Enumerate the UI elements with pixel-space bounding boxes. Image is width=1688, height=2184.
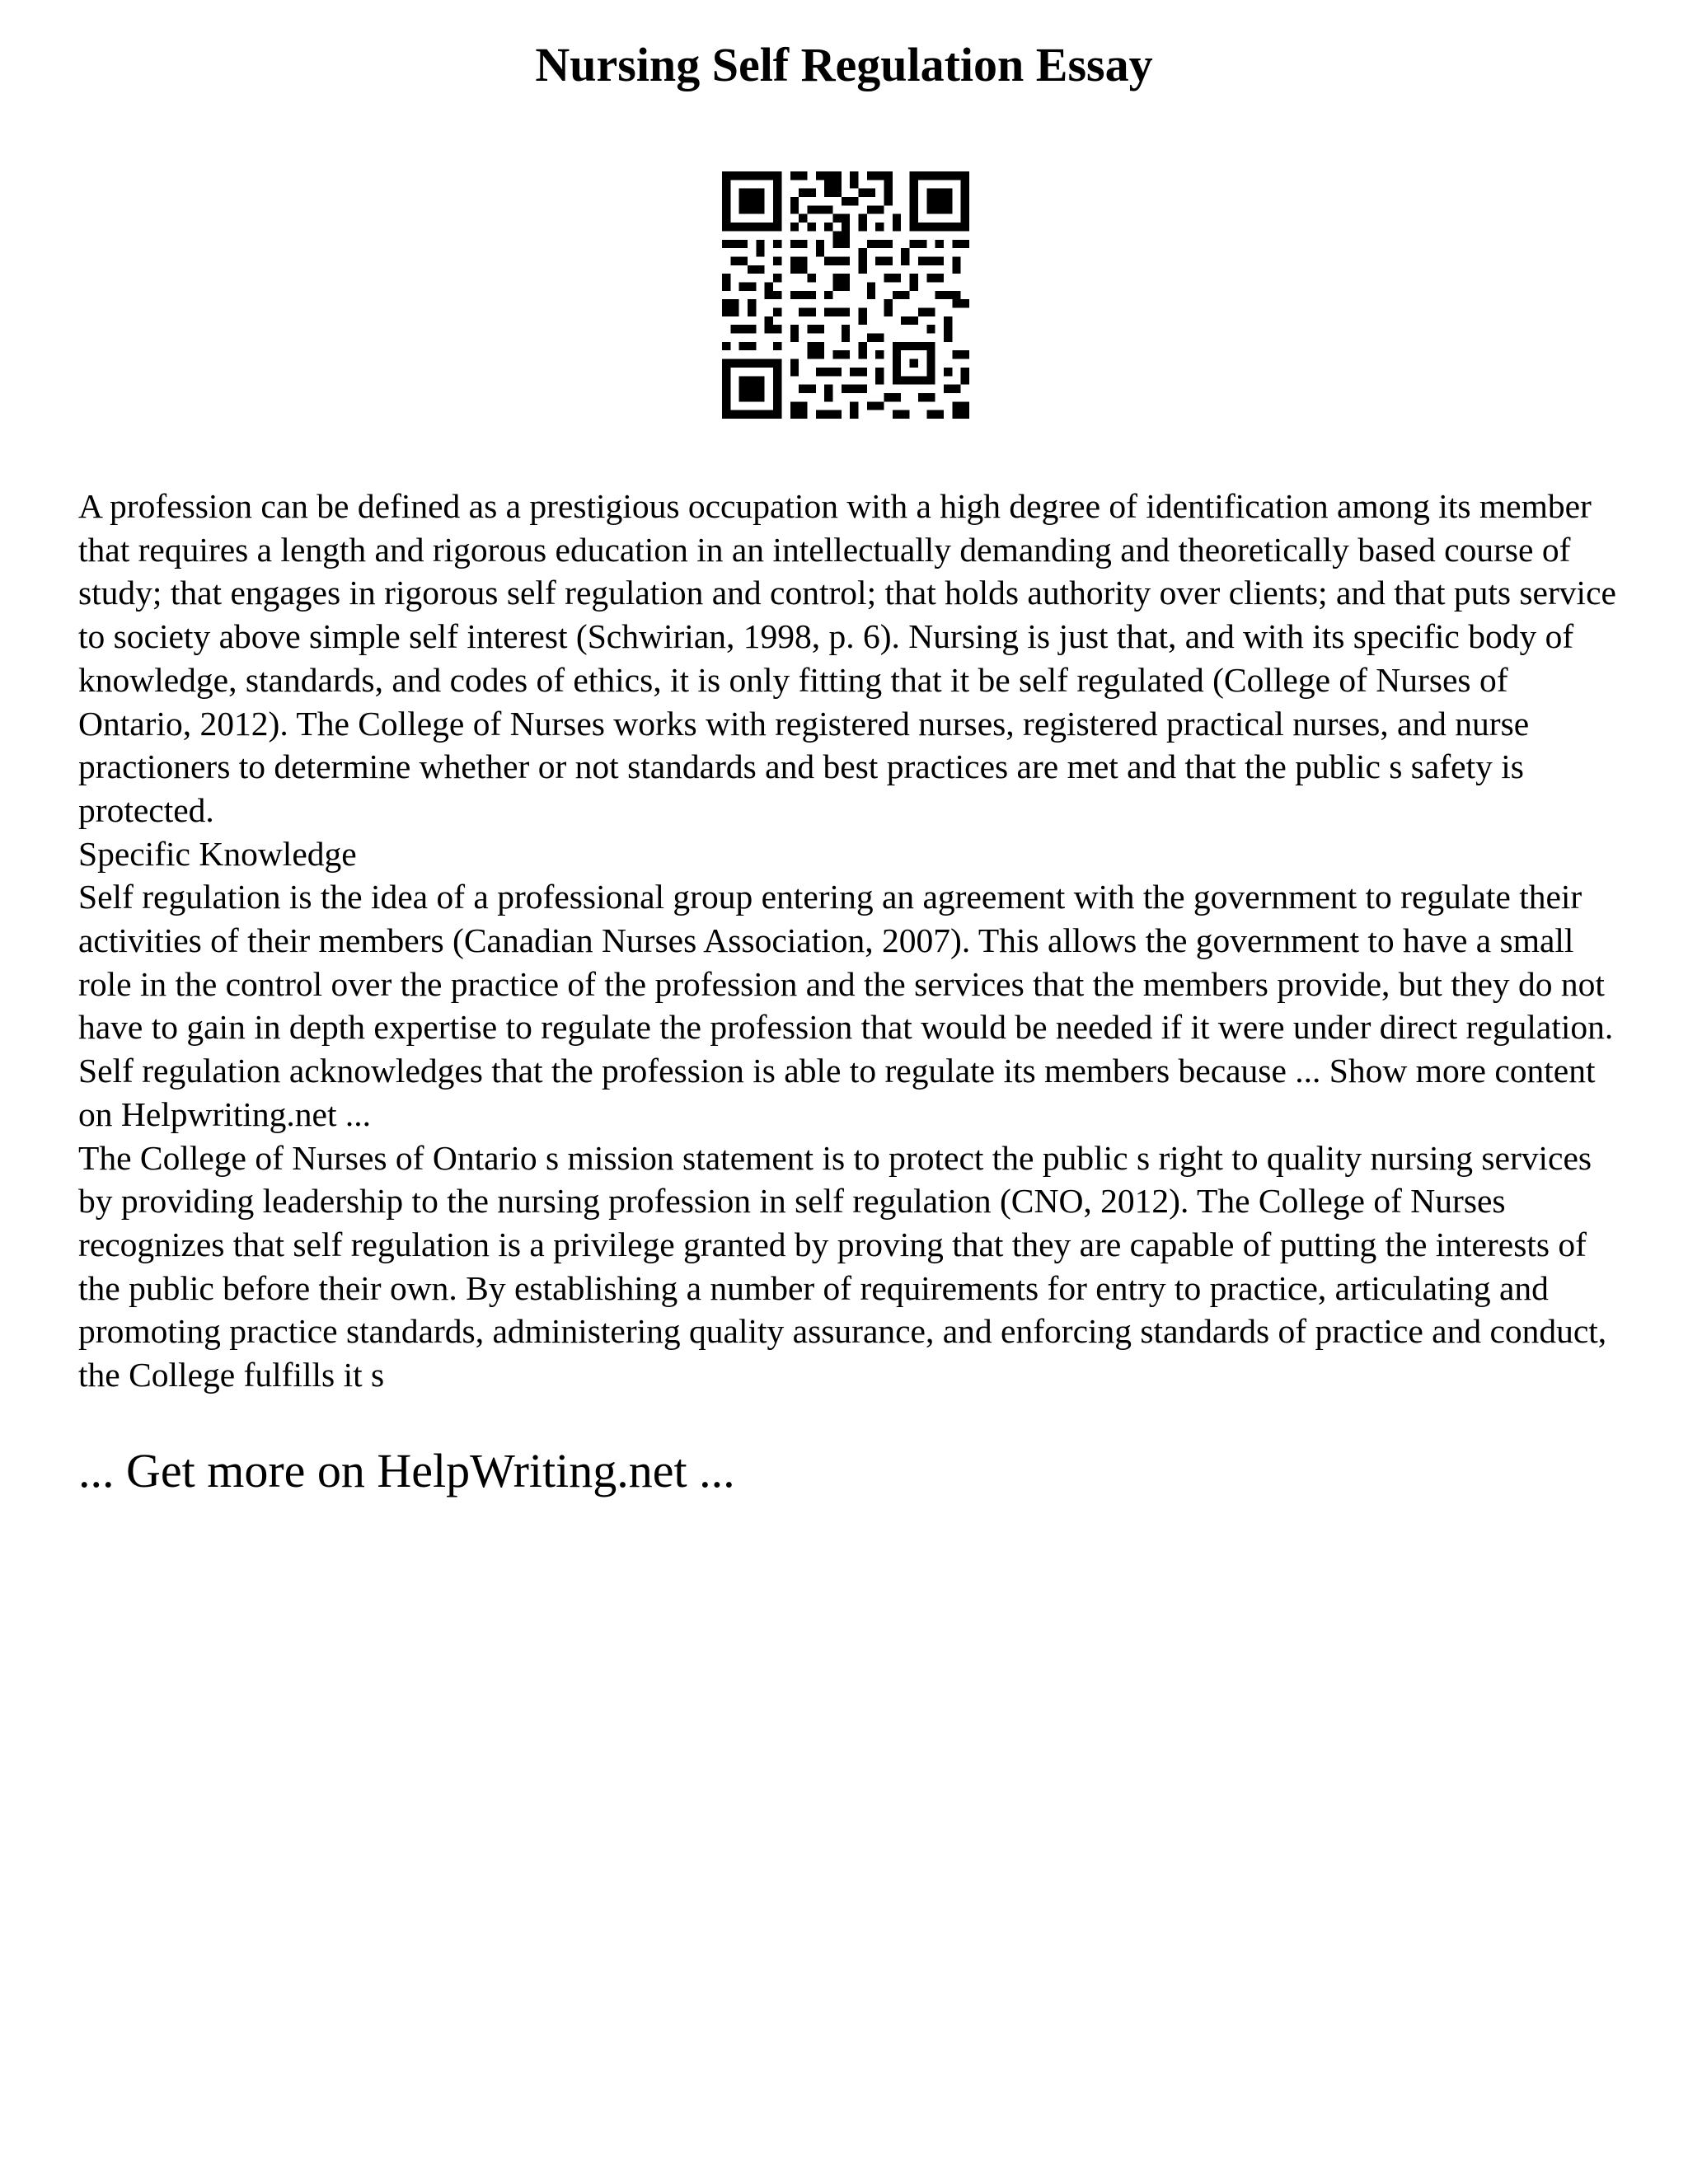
get-more-link[interactable]: ... Get more on HelpWriting.net ... <box>78 1444 735 1497</box>
page-title: Nursing Self Regulation Essay <box>535 38 1153 91</box>
qr-code-icon <box>722 171 969 419</box>
essay-body <box>78 485 1628 1397</box>
qr-code-graphic <box>722 171 969 419</box>
essay-paragraph-cno-mission: The College of Nurses of Ontario s mission statement is to protect the public s right to quality nursing services by providing leadership to the nursing profession in self regulation (CNO, 2012). The College of Nurses recognizes that self regulation is a privilege granted by proving that they are capable of putting the interests of the public before their own. By establishing a number of requirements for entry to practice, articulating and promoting practice standards, administering quality assurance, and enforcing standards of practice and conduct, the College fulfills it s <box>78 1138 1607 1394</box>
section-heading-specific-knowledge: Specific Knowledge <box>78 834 357 873</box>
essay-paragraph-intro: A profession can be defined as a prestigious occupation with a high degree of identification among its member that requires a length and rigorous education in an intellectually demanding and theoretically based course of study; that engages in rigorous self regulation and control; that holds authority over clients; and that puts service to society above simple self interest (Schwirian, 1998, p. 6). Nursing is just that, and with its specific body of knowledge, standards, and codes of ethics, it is only fitting that it be self regulated (College of Nurses of Ontario, 2012). The College of Nurses works with registered nurses, registered practical nurses, and nurse practioners to determine whether or not standards and best practices are met and that the public s safety is protected. <box>78 487 1616 829</box>
essay-paragraph-self-regulation: Self regulation is the idea of a professional group entering an agreement with the government to regulate their activities of their members (Canadian Nurses Association, 2007). This allows the government to have a small role in the control over the practice of the profession and the services that the members provide, but they do not have to gain in depth expertise to regulate the profession that would be needed if it were under direct regulation. Self regulation acknowledges that the profession is able to regulate its members because ... Show more content on Helpwriting.net ... <box>78 878 1614 1133</box>
